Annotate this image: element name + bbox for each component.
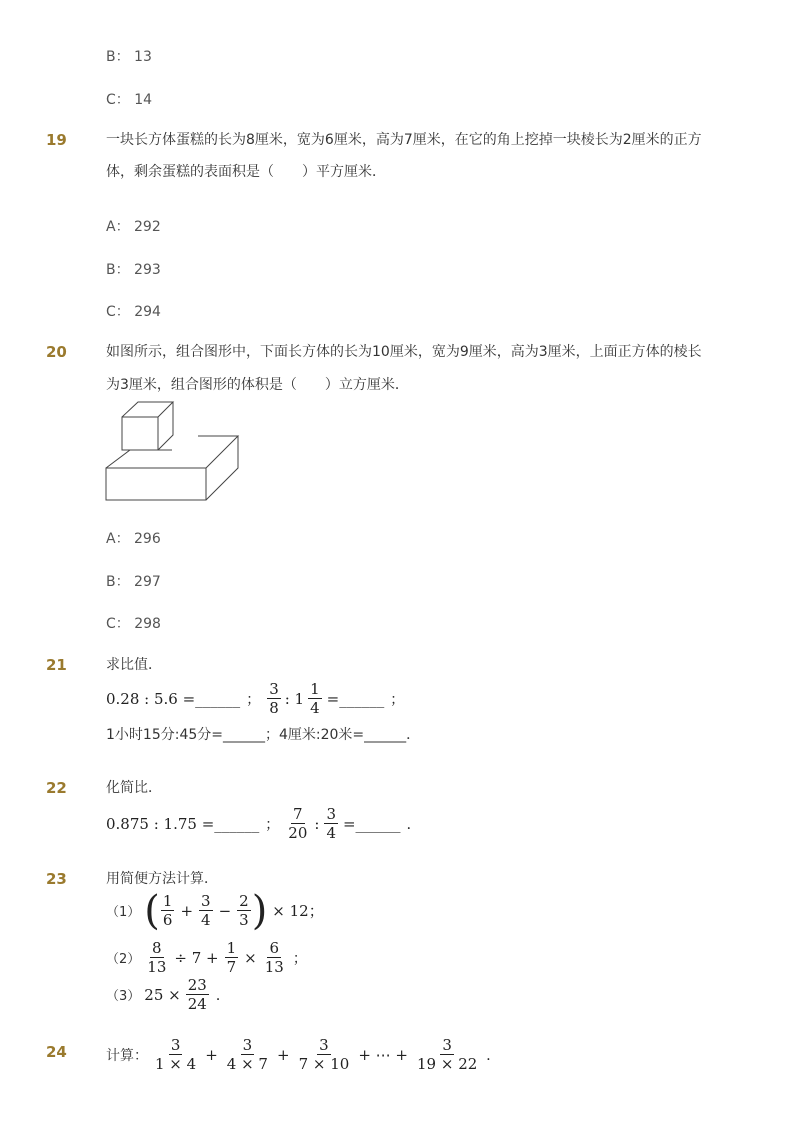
q22-ratio-1: 0.875 : 1.75 =______ (106, 814, 260, 833)
q21-fraction-1-4: $\frac{1}{4}$ (310, 680, 320, 717)
q20-option-c[interactable]: C： 298 (106, 616, 161, 632)
q20-text-line2: 为3厘米，组合图形的体积是（ ）立方厘米． (106, 377, 409, 393)
q18-option-c[interactable]: C： 14 (106, 92, 153, 108)
q22-expression-line: 0.875 : 1.75 =______ ； $\frac{7}{20}$ : $\frac{3}{4}$ =______ ． (106, 805, 421, 842)
q20-option-b[interactable]: B： 297 (106, 574, 161, 590)
q21-ratio-1: 0.28 : 5.6 =______ (106, 689, 241, 708)
q21-expression-line: 0.28 : 5.6 =______ ； $\frac{3}{8}$ : 1 $\frac{1}{4}$ =______ ； (106, 680, 405, 717)
q23-part-1: （1） ( $\frac{1}{6}$ + $\frac{3}{4}$ − $\frac{2}{3}$ ) × 12； (106, 887, 324, 934)
q19-option-a[interactable]: A： 292 (106, 219, 161, 235)
question-number-24: 24 (46, 1043, 67, 1061)
q19-text-line1: 一块长方体蛋糕的长为8厘米，宽为6厘米，高为7厘米，在它的角上挖掉一块棱长为2厘米的正方 (106, 132, 702, 148)
q21-fraction-3-8: $\frac{3}{8}$ (269, 680, 279, 717)
question-number-21: 21 (46, 656, 67, 674)
q23-part-3: （3） 25 × $\frac{23}{24}$ ． (106, 976, 230, 1013)
q18-option-b[interactable]: B： 13 (106, 49, 152, 65)
q22-fraction-3-4: $\frac{3}{4}$ (326, 805, 336, 842)
q23-title: 用简便方法计算． (106, 871, 218, 887)
q23-part-2: （2） $\frac{8}{13}$ ÷ 7 + $\frac{1}{7}$ × $\frac{6}{13}$ ； (106, 939, 307, 976)
q22-fraction-7-20: $\frac{7}{20}$ (288, 805, 308, 842)
question-number-22: 22 (46, 779, 67, 797)
question-number-19: 19 (46, 131, 67, 149)
combined-solid-figure (100, 398, 245, 504)
q20-option-a[interactable]: A： 296 (106, 531, 161, 547)
question-number-23: 23 (46, 870, 67, 888)
q19-option-b[interactable]: B： 293 (106, 262, 161, 278)
q19-option-c[interactable]: C： 294 (106, 304, 161, 320)
question-number-20: 20 (46, 343, 67, 361)
q20-text-line1: 如图所示，组合图形中，下面长方体的长为10厘米，宽为9厘米，高为3厘米，上面正方体的棱长 (106, 344, 702, 360)
q21-title: 求比值． (106, 657, 162, 673)
q21-time-ratio-line: 1小时15分:45分=______；4厘米:20米=______． (106, 727, 421, 743)
q22-title: 化简比． (106, 780, 162, 796)
q19-text-line2: 体，剩余蛋糕的表面积是（ ）平方厘米． (106, 164, 386, 180)
q24-expression: 计算： $\frac{3}{1 \times 4}$ + $\frac{3}{4 \times 7}$ + $\frac{3}{7 \times 10}$ + ⋯ + $\frac{3}{19 \times 22}$ ． (106, 1036, 501, 1073)
